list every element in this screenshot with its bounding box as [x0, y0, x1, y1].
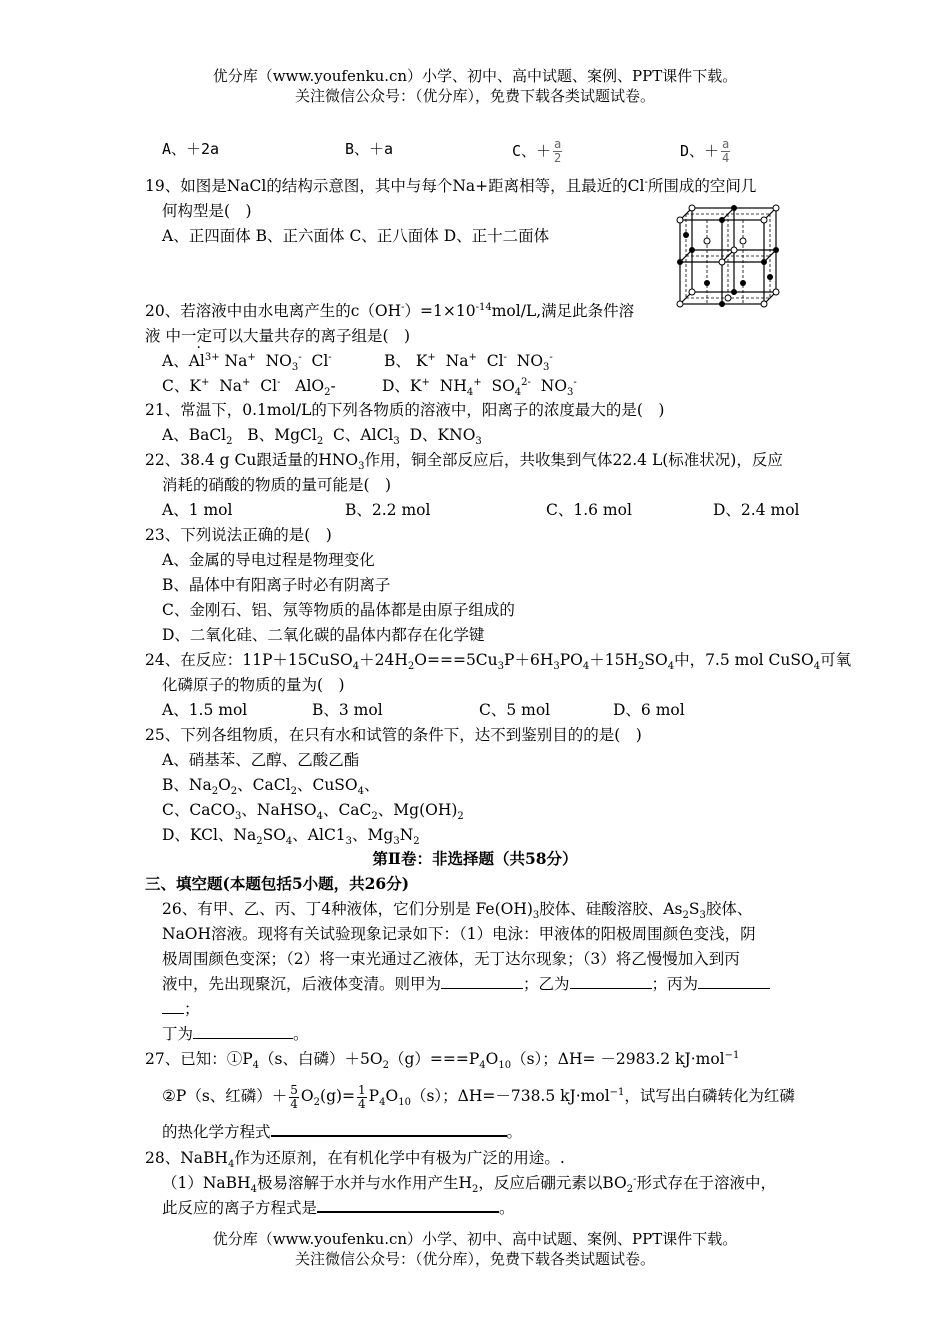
q18-option-c: C、＋ $\frac{a}{2}$	[512, 137, 562, 165]
page-header-line2: 关注微信公众号：（优分库），免费下载各类试题试卷。	[294, 87, 655, 105]
q26-blank-yi[interactable]	[570, 974, 652, 989]
q20-option-b: B、 K+ Na+ Cl- $NO_3^-$	[384, 351, 553, 374]
q24-option-d: D、6 mol	[613, 701, 685, 719]
q18-option-a: A、＋2a	[162, 140, 220, 158]
q26-blank-bing[interactable]	[698, 974, 770, 989]
q28-line3: 此反应的离子方程式是 。	[162, 1199, 515, 1217]
q20-option-d: D、K+ $NH_4^+$ $SO_4^{2-}$ $NO_3^-$	[382, 376, 577, 399]
q20-option-a: A、$Al^{3+}$ Na+ $NO_3^-$ Cl-	[162, 351, 332, 374]
q26-line4: 液中，先出现聚沉，后液体变清。则甲为 ；乙为 ；丙为	[162, 973, 770, 995]
q24-option-b: B、3 mol	[312, 701, 383, 719]
nacl-structure-diagram	[672, 200, 787, 310]
q18-options	[162, 136, 862, 172]
q25-line1: 25、下列各组物质，在只有水和试管的条件下，达不到鉴别目的的是( )	[145, 726, 642, 744]
q26-line1: 26、有甲、乙、丙、丁4种液体，它们分别是 $Fe(OH)_3$胶体、硅酸溶胶、$As_2S_3$胶体、	[162, 900, 753, 922]
page-footer-line1: 优分库（www.youfenku.cn）小学、初中、高中试题、案例、PPT课件下载。	[212, 1230, 738, 1248]
q27-line2: ②P（s、红磷）＋ $\frac{5}{4}$ $O_2(g)=$ $\frac{1}{4}$ $P_4O_{10}(s)$；ΔH=－738.5 kJ·mol$^{-1}$，试写出白磷转化为红磷	[162, 1082, 795, 1111]
q25-option-c: C、CaCO$_3$、NaHSO$_4$、CaC$_2$、$Mg(OH)_2$	[162, 801, 464, 823]
q27-line1: 27、已知：$①P_4(s$、白磷）$+5O_2(g)===P_4O_{10}(s)$；ΔH= －2983.2 kJ·mol$^{-1}$	[145, 1049, 740, 1072]
q26-line6: 丁为 。	[162, 1025, 309, 1043]
q18-option-d: D、＋ $\frac{a}{4}$	[680, 137, 730, 165]
q25-option-d: D、KCl、$Na_2SO_4$、$AlC1_3$、$Mg_3N_2$	[162, 826, 420, 848]
q26-blank-ding[interactable]	[193, 1024, 293, 1039]
q22-option-c: C、1.6 mol	[546, 501, 632, 519]
q28-line1: 28、NaBH$_4$作为还原剂，在有机化学中有极为广泛的用途。.	[145, 1149, 565, 1171]
q23-option-b: B、晶体中有阳离子时必有阴离子	[162, 576, 391, 594]
q24-line2: 化磷原子的物质的量为( )	[162, 676, 345, 694]
q27-line3: 的热化学方程式 。	[162, 1123, 523, 1141]
q25-option-b: B、$Na_2O_2$、CaCl$_2$、CuSO$_4$、	[162, 776, 380, 798]
q22-option-b: B、2.2 mol	[345, 501, 431, 519]
q23-line1: 23、下列说法正确的是( )	[145, 526, 332, 544]
q25-option-a: A、硝基苯、乙醇、乙酸乙酯	[162, 751, 360, 769]
q23-option-c: C、金刚石、铝、氖等物质的晶体都是由原子组成的	[162, 601, 515, 619]
q28-line2: （1）NaBH$_4$极易溶解于水并与水作用产生$H_2$，反应后硼元素以$BO_2^-$形式存在于溶液中，	[162, 1173, 777, 1196]
q20-option-c: C、K+ Na+ Cl- AlO$_2$-	[162, 376, 336, 399]
q21-options: A、BaCl$_2$ B、MgCl$_2$ C、AlCl$_3$ D、$KNO_3$	[162, 426, 482, 448]
q22-option-d: D、2.4 mol	[713, 501, 800, 519]
q20-line1: 20、若溶液中由水电离产生的$c(OH^-)=1\times 10^{-14}mol/L$,满足此条件溶	[145, 301, 635, 320]
q26-line3: 极周围颜色变深；（2）将一束光通过乙液体，无丁达尔现象；（3）将乙慢慢加入到丙	[162, 950, 740, 968]
q26-blank-jia[interactable]	[441, 974, 523, 989]
q24-option-a: A、1.5 mol	[162, 701, 248, 719]
q28-answer-blank[interactable]	[317, 1197, 499, 1213]
page-footer-line2: 关注微信公众号：（优分库），免费下载各类试题试卷。	[294, 1250, 655, 1268]
q22-option-a: A、1 mol	[162, 501, 233, 519]
q26-line2: NaOH溶液。现将有关试验现象记录如下：（1）电泳：甲液体的阳极周围颜色变浅，阴	[162, 925, 756, 943]
q22-line2: 消耗的硝酸的物质的量可能是( )	[162, 476, 392, 494]
q19-options: A、正四面体 B、正六面体 C、正八面体 D、正十二面体	[162, 227, 550, 245]
q23-option-a: A、金属的导电过程是物理变化	[162, 551, 375, 569]
q21-line1: 21、常温下，0.1mol/L的下列各物质的溶液中，阳离子的浓度最大的是( )	[145, 401, 665, 419]
q19-line2: 何构型是( )	[162, 202, 252, 220]
q22-line1: 22、38.4 g Cu跟适量的$HNO_3$作用，铜全部反应后，共收集到气体22.4 L(标准状况)，反应	[145, 451, 783, 473]
q26-blank-bing-cont[interactable]	[162, 999, 184, 1014]
q19-line1: 19、如图是NaCl的结构示意图，其中与每个Na+距离相等，且最近的Cl-所围成的空间几	[145, 176, 757, 195]
q20-line2: 液 中一定可以 ·大量共存的离子组是( )	[145, 325, 410, 347]
q27-answer-blank[interactable]	[271, 1121, 507, 1137]
q24-option-c: C、5 mol	[479, 701, 551, 719]
q23-option-d: D、二氧化硅、二氧化碳的晶体内都存在化学键	[162, 626, 485, 644]
q18-option-b: B、＋a	[345, 140, 394, 158]
part2-title: 第Ⅱ卷：非选择题（共58分）	[372, 849, 578, 868]
page-header-line1: 优分库（www.youfenku.cn）小学、初中、高中试题、案例、PPT课件下载。	[212, 67, 738, 85]
q24-line1: 24、在反应：$11P+15CuSO_4+24H_2O===5Cu_3P+6H_3PO_4+15H_2SO_4$中，7.5 mol CuSO$_4$可氧	[145, 651, 852, 673]
q26-line5: ；	[162, 998, 200, 1020]
section3-title: 三、填空题(本题包括5小题，共26分)	[145, 874, 410, 893]
